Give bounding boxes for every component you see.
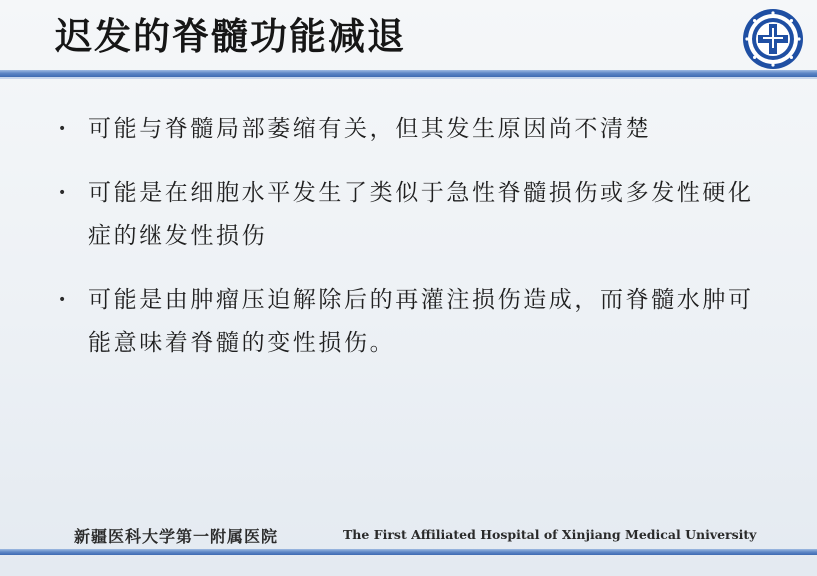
bullet-list — [58, 108, 778, 386]
bullet-text: 可能是由肿瘤压迫解除后的再灌注损伤造成，而脊髓水肿可能意味着脊髓的变性损伤。 — [88, 287, 754, 356]
bullet-dot: • — [58, 292, 67, 308]
slide-title: 迟发的脊髓功能减退 — [55, 15, 406, 58]
bullet-dot: • — [58, 121, 67, 137]
footer-divider — [0, 549, 817, 555]
bullet-text: 可能是在细胞水平发生了类似于急性脊髓损伤或多发性硬化症的继发性损伤 — [88, 180, 754, 249]
bullet-item — [58, 108, 778, 151]
footer-english-name: The First Affiliated Hospital of Xinjiang Medical University — [343, 527, 757, 542]
title-divider — [0, 70, 817, 77]
bullet-item — [58, 172, 778, 258]
footer-chinese-name: 新疆医科大学第一附属医院 — [74, 527, 279, 546]
hospital-emblem-icon — [742, 8, 804, 70]
bullet-dot: • — [58, 185, 67, 201]
bullet-item — [58, 279, 778, 365]
bullet-text: 可能与脊髓局部萎缩有关，但其发生原因尚不清楚 — [88, 116, 652, 142]
